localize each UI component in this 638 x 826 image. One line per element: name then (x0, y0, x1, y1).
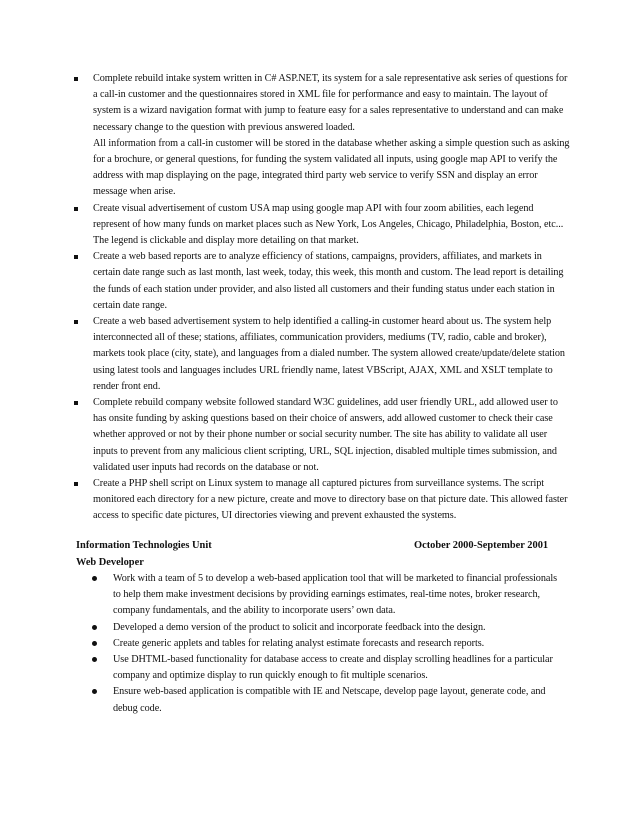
square-bullet-icon (74, 401, 78, 405)
square-bullet-icon (74, 255, 78, 259)
project-bullet-list (71, 71, 571, 525)
list-item (71, 476, 571, 525)
round-bullet-icon (92, 657, 97, 662)
round-bullet-icon (92, 625, 97, 630)
company-name: Information Technologies Unit (76, 540, 212, 551)
bullet-paragraph: Create visual advertisement of custom USA map using google map API with four zoom abilities, each legend represent of how many funds on market places such as New York, Los Angeles, Chicago, Philadelphia, Boston, etc... The legend is clickable and display more detailing on that market. (93, 202, 564, 247)
list-item (92, 620, 564, 636)
round-bullet-icon (92, 689, 97, 694)
job-title: Web Developer (76, 557, 144, 568)
list-item (71, 249, 571, 314)
duty-text: Work with a team of 5 to develop a web-based application tool that will be marketed to financial professionals to help them make investment decisions by providing earnings estimates, real-time notes, broker research, company fundamentals, and the ability to incorporate users’ own data. (113, 573, 558, 617)
list-item (92, 684, 564, 716)
duty-text: Developed a demo version of the product to solicit and incorporate feedback into the design. (113, 621, 486, 633)
duty-text: Create generic applets and tables for relating analyst estimate forecasts and research reports. (113, 637, 485, 649)
duty-text: Use DHTML-based functionality for database access to create and display scrolling headlines for a particular company and optimize display to run quickly enough to fit multiple scenarios. (113, 654, 553, 682)
duty-text: Ensure web-based application is compatible with IE and Netscape, develop page layout, generate code, and debug code. (113, 686, 546, 714)
list-item (71, 71, 571, 201)
list-item (71, 201, 571, 250)
bullet-paragraph: Complete rebuild company website followed standard W3C guidelines, add user friendly URL, add allowed user to has onsite funding by asking questions based on their choice of answers, add allowed customer to check their case whether approved or not by their phone number or social security number. The site has ability to validate all user inputs to prevent from any malicious client scripting, URL, SQL injection, disabled multiple times submission, and validated user inputs had records on the database or not. (93, 397, 558, 473)
employment-dates: October 2000-September 2001 (414, 540, 549, 551)
square-bullet-icon (74, 207, 78, 211)
list-item (92, 636, 564, 652)
square-bullet-icon (74, 320, 78, 324)
list-item (92, 652, 564, 684)
list-item (71, 395, 571, 476)
round-bullet-icon (92, 576, 97, 581)
list-item (92, 571, 564, 620)
list-item (71, 314, 571, 395)
square-bullet-icon (74, 482, 78, 486)
bullet-paragraph: Create a web based reports are to analyze efficiency of stations, campaigns, providers, affiliates, and markets in certain date range such as last month, last week, today, this week, this month and custom. The lead report is detailing the funds of each station under provider, and also listed all customers and their funding status under each station in certain date range. (93, 251, 564, 311)
square-bullet-icon (74, 77, 78, 81)
bullet-paragraph: Create a PHP shell script on Linux system to manage all captured pictures from surveillance systems. The script monitored each directory for a new picture, create and move to directory base on that picture date. This allowed faster access to specific date pictures, UI directories viewing and prevent exhausted the systems. (93, 478, 568, 522)
bullet-paragraph: Create a web based advertisement system to help identified a calling-in customer heard about us. The system help interconnected all of these; stations, affiliates, communication providers, mediums (TV, radio, cable and broker), markets took place (city, state), and languages from a dialed number. The system allowed create/update/delete station using latest tools and languages includes URL friendly name, latest VBScript, AJAX, XML and XSLT template to render front end. (93, 316, 565, 392)
round-bullet-icon (92, 641, 97, 646)
bullet-paragraph: All information from a call-in customer will be stored in the database whether asking a simple question such as asking for a brochure, or general questions, for funding the system validated all inputs, using google map API to verify the address with map displaying on the page, integrated third party web service to verify SSN and display an error message when arise. (93, 137, 570, 198)
job-duties-list (92, 571, 564, 717)
bullet-paragraph: Complete rebuild intake system written in C# ASP.NET, its system for a sale representative ask series of questions for a call-in customer and the questionnaires stored in XML file for performance and easy to maintain. The layout of system is a wizard navigation format with jump to feature easy for a sales representative to understand and can make necessary change to the question with previous answered loaded. (93, 73, 568, 133)
